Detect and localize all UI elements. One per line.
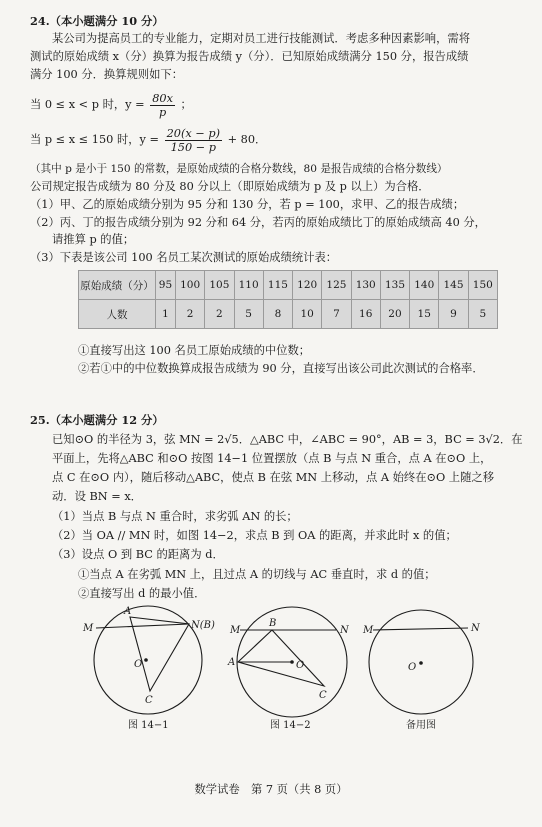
fig1-label-nb: N(B) xyxy=(191,620,215,631)
fig1-label-a: A xyxy=(124,606,132,617)
q25-sub-1: ①当点 A 在劣弧 MN 上，且过点 A 的切线与 AC 垂直时，求 d 的值； xyxy=(78,568,436,581)
score-cell: 110 xyxy=(234,271,263,300)
fig2-triangle-abc xyxy=(238,630,324,686)
q25-part-3: （3）设点 O 到 BC 的距离为 d． xyxy=(52,548,224,561)
fig1-caption: 图 14−1 xyxy=(128,720,169,731)
score-cell: 105 xyxy=(205,271,234,300)
fig3-center-dot xyxy=(419,661,423,665)
score-cell: 150 xyxy=(468,271,497,300)
q24-rule-1 xyxy=(30,90,192,120)
fig3-label-o: O xyxy=(408,662,417,673)
figures-area xyxy=(0,600,542,740)
score-table xyxy=(78,270,498,329)
count-cell: 16 xyxy=(351,300,380,329)
fig2-center-dot xyxy=(290,660,294,664)
q25-intro-line-4: 动．设 BN = x． xyxy=(52,490,142,503)
q24-intro-line-3: 满分 100 分．换算规则如下： xyxy=(30,68,184,81)
score-cell: 115 xyxy=(263,271,292,300)
q25-sub-2: ②直接写出 d 的最小值． xyxy=(78,587,206,600)
q25-intro-line-1: 已知⊙O 的半径为 3，弦 MN = 2√5．△ABC 中，∠ABC = 90°，AB = 3，BC = 3√2．在 xyxy=(52,433,523,446)
count-cell: 9 xyxy=(439,300,468,329)
score-cell: 135 xyxy=(380,271,409,300)
q25-part-1: （1）当点 B 与点 N 重合时，求劣弧 AN 的长； xyxy=(52,510,298,523)
count-cell: 2 xyxy=(205,300,234,329)
count-cell: 7 xyxy=(322,300,351,329)
fig3-label-m: M xyxy=(363,625,374,636)
q25-part-2: （2）当 OA // MN 时，如图 14−2，求点 B 到 OA 的距离，并求此时 x 的值； xyxy=(52,529,457,542)
q24-part-1: （1）甲、乙的原始成绩分别为 95 分和 130 分，若 p = 100，求甲、乙的报告成绩； xyxy=(30,198,465,211)
score-cell: 145 xyxy=(439,271,468,300)
q25-title: 25.（本小题满分 12 分） xyxy=(30,413,164,427)
rule2-denominator: 150 − p xyxy=(170,140,217,154)
score-cell: 120 xyxy=(293,271,322,300)
fig1-chord-mn xyxy=(96,624,189,628)
q25-intro-line-2: 平面上，先将△ABC 和⊙O 按图 14−1 位置摆放（点 B 与点 N 重合，点 A 在⊙O 上， xyxy=(52,452,492,465)
count-cell: 2 xyxy=(175,300,204,329)
rule1-end: ； xyxy=(180,98,192,111)
rule1-numerator: 80x xyxy=(152,91,173,105)
score-row-label: 原始成绩（分） xyxy=(79,271,156,300)
fig3-chord-mn xyxy=(373,628,468,630)
fig2-caption: 图 14−2 xyxy=(270,720,311,731)
fig1-triangle-abc xyxy=(130,617,189,691)
q24-title: 24.（本小题满分 10 分） xyxy=(30,14,164,28)
fig1-center-dot xyxy=(144,658,148,662)
rule1-condition: 当 0 ≤ x < p 时，y = xyxy=(30,98,145,111)
rule1-fraction xyxy=(150,92,175,119)
count-cell: 10 xyxy=(293,300,322,329)
rule2-condition: 当 p ≤ x ≤ 150 时，y = xyxy=(30,133,159,146)
score-cell: 125 xyxy=(322,271,351,300)
fig2-label-c: C xyxy=(319,690,327,701)
count-cell: 5 xyxy=(234,300,263,329)
q24-note: （其中 p 是小于 150 的常数，是原始成绩的合格分数线，80 是报告成绩的合格分数线） xyxy=(30,163,448,175)
fig3-label-n: N xyxy=(471,623,480,634)
q24-intro-line-2: 测试的原始成绩 x（分）换算为报告成绩 y（分）．已知原始成绩满分 150 分，报告成绩 xyxy=(30,50,469,63)
score-cell: 95 xyxy=(156,271,176,300)
q24-intro-line-1: 某公司为提高员工的专业能力，定期对员工进行技能测试．考虑多种因素影响，需将 xyxy=(52,32,470,45)
fig2-label-n: N xyxy=(340,625,349,636)
q24-sub-2: ②若①中的中位数换算成报告成绩为 90 分，直接写出该公司此次测试的合格率． xyxy=(78,362,484,375)
fig3-caption: 备用图 xyxy=(406,720,436,731)
count-row xyxy=(79,300,498,329)
fig2-label-a: A xyxy=(228,657,236,668)
count-cell: 1 xyxy=(156,300,176,329)
count-cell: 8 xyxy=(263,300,292,329)
count-cell: 15 xyxy=(410,300,439,329)
rule2-fraction xyxy=(165,127,222,154)
q25-intro-line-3: 点 C 在⊙O 内），随后移动△ABC，使点 B 在弦 MN 上移动，点 A 始终在⊙O 上随之移 xyxy=(52,471,494,484)
count-row-label: 人数 xyxy=(79,300,156,329)
q24-part-3: （3）下表是该公司 100 名员工某次测试的原始成绩统计表： xyxy=(30,251,338,264)
rule1-denominator: p xyxy=(158,105,167,119)
score-row xyxy=(79,271,498,300)
q24-sub-1: ①直接写出这 100 名员工原始成绩的中位数； xyxy=(78,344,311,357)
q24-part-2-line-2: 请推算 p 的值； xyxy=(52,233,135,246)
q24-pass-rule: 公司规定报告成绩为 80 分及 80 分以上（即原始成绩为 p 及 p 以上）为合格． xyxy=(30,180,430,193)
score-cell: 130 xyxy=(351,271,380,300)
page-footer: 数学试卷 第 7 页（共 8 页） xyxy=(194,783,348,796)
q24-rule-2 xyxy=(30,125,266,155)
fig1-label-o: O xyxy=(134,659,143,670)
rule2-numerator: 20(x − p) xyxy=(166,126,221,140)
count-cell: 5 xyxy=(468,300,497,329)
score-cell: 100 xyxy=(175,271,204,300)
q24-part-2-line-1: （2）丙、丁的报告成绩分别为 92 分和 64 分，若丙的原始成绩比丁的原始成绩高 40 分， xyxy=(30,216,486,229)
score-cell: 140 xyxy=(410,271,439,300)
fig1-label-m: M xyxy=(83,623,94,634)
fig2-label-b: B xyxy=(269,618,277,629)
fig2-label-m: M xyxy=(230,625,241,636)
fig2-label-o: O xyxy=(296,660,305,671)
rule2-end: + 80． xyxy=(227,133,267,146)
count-cell: 20 xyxy=(380,300,409,329)
fig1-label-c: C xyxy=(145,695,153,706)
